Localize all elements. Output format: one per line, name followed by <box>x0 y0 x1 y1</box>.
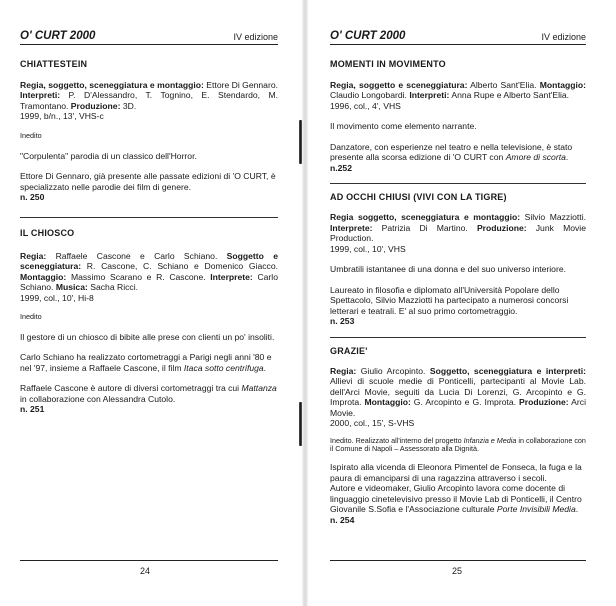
film-reference: Mattanza <box>241 383 277 394</box>
film-synopsis <box>330 462 586 483</box>
film-bio <box>20 383 278 404</box>
film-bio <box>330 483 586 514</box>
film-note <box>330 437 586 455</box>
credit-label: Regia: <box>330 365 357 376</box>
credit-label: Interprete: <box>210 271 253 282</box>
running-head <box>20 30 278 45</box>
section-divider <box>330 183 586 184</box>
film-tech-info: 1996, col., 4', VHS <box>330 100 401 111</box>
credit-value: R. Cascone, C. Schiano e Domenico Giacco. <box>81 261 278 272</box>
text-segment: "Corpulenta" parodia di un classico dell'Horror. <box>20 150 197 161</box>
credit-label: Soggetto e sceneggiatura: <box>20 250 278 272</box>
credit-label: Montaggio: <box>539 79 586 90</box>
film-title: GRAZIE' <box>330 345 368 356</box>
left-page <box>0 0 300 606</box>
credit-label: Regia, soggetto e sceneggiatura: <box>330 79 468 90</box>
film-note: Inedito <box>20 312 42 322</box>
edition-label: IV edizione <box>233 32 278 42</box>
credit-value: Alberto Sant'Elia. <box>467 79 540 90</box>
credit-label: Interpreti: <box>409 90 450 101</box>
credit-label: Soggetto, sceneggiatura e interpreti: <box>429 365 586 376</box>
text-segment: Danzatore, con esperienze nel teatro e nella televisione, è stato presente alla scorsa edizione di 'O CURT con <box>330 141 573 163</box>
film-entry-momenti-in-movimento <box>330 59 586 173</box>
film-credits <box>20 251 278 293</box>
text-segment: Ettore Di Gennaro, già presente alle passate edizioni di 'O CURT, è specializzato nelle parodie dei film di genere. <box>20 171 276 192</box>
credit-label: Montaggio: <box>20 271 67 282</box>
credit-value: P. D'Alessandro, T. Tognino, E. Stendardo, M. Tramontano. <box>20 90 278 111</box>
page-number: 24 <box>139 566 150 576</box>
film-reference: Amore di scorta <box>505 152 566 163</box>
film-title: AD OCCHI CHIUSI (VIVI CON LA TIGRE) <box>330 192 507 203</box>
film-note: Inedito <box>20 130 42 140</box>
text-segment: . <box>575 504 579 515</box>
film-synopsis <box>20 151 278 161</box>
film-entry-il-chiosco <box>20 228 278 415</box>
page-number: 25 <box>451 566 462 576</box>
credit-value: Anna Rupe e Alberto Sant'Elia. <box>449 90 570 101</box>
credit-label: Interpreti: <box>20 90 61 101</box>
film-bio <box>20 352 278 373</box>
film-bio <box>330 142 586 163</box>
festival-title: O' CURT 2000 <box>20 30 96 42</box>
credit-value: Silvio Mazziotti. <box>520 212 586 223</box>
film-credits <box>20 80 278 111</box>
project-reference: Infanzia e Media <box>463 435 517 445</box>
credit-value: Sacha Ricci. <box>87 282 138 293</box>
film-title: IL CHIOSCO <box>20 227 75 238</box>
film-synopsis <box>20 332 278 342</box>
credit-value: Raffaele Cascone e Carlo Schiano. <box>46 250 227 261</box>
footer-rule <box>20 560 278 561</box>
credit-label: Regia soggetto, sceneggiatura e montaggio: <box>330 212 521 223</box>
film-tech-info: 1999, b/n., 13', VHS-c <box>20 111 104 122</box>
film-credits <box>330 212 586 243</box>
film-bio <box>20 171 278 192</box>
film-credits <box>330 80 586 101</box>
credit-value: Carlo Schiano. <box>20 271 278 293</box>
credit-value: Arci Movie. <box>330 397 586 418</box>
film-entry-grazie <box>330 346 586 525</box>
text-segment: Laureato in filosofia e diplomato all'Università Popolare dello Spettacolo, Silvio Mazziotti ha partecipato a numerosi concorsi letterari e teatrali. E' al suo primo cortometraggio. <box>330 284 569 316</box>
edition-label: IV edizione <box>541 32 586 42</box>
text-segment: . <box>565 152 569 163</box>
text-segment: Ispirato alla vicenda di Eleonora Pimentel de Fonseca, la fuga e la paura di emanciparsi di una ragazzina attraverso i secoli. <box>330 462 582 483</box>
credit-value: 3D. <box>120 100 137 111</box>
film-tech-info: 1999, col., 10', Hi-8 <box>20 292 94 303</box>
credit-value: Patrizia Di Martino. <box>372 222 477 233</box>
section-divider <box>20 217 278 218</box>
entry-number: n.252 <box>330 162 352 173</box>
text-segment: Umbratili istantanee di una donna e del suo universo interiore. <box>330 264 566 275</box>
credit-label: Interprete: <box>330 222 373 233</box>
text-segment: Raffaele Cascone è autore di diversi cortometraggi tra cui <box>20 383 242 394</box>
film-entry-chiattestein <box>20 59 278 203</box>
entry-number: n. 250 <box>20 192 45 203</box>
credit-value: G. Arcopinto e G. Improta. <box>410 397 520 408</box>
credit-label: Regia, soggetto, sceneggiatura e montaggio: <box>20 79 204 90</box>
credit-value: Giulio Arcopinto. <box>356 365 430 376</box>
text-segment: Il movimento come elemento narrante. <box>330 121 477 132</box>
text-segment: Il gestore di un chiosco di bibite alle prese con clienti un po' insoliti. <box>20 331 275 342</box>
running-head <box>330 30 586 45</box>
credit-label: Regia: <box>20 250 47 261</box>
credit-label: Montaggio: <box>364 397 411 408</box>
text-segment: in collaborazione con Alessandra Cutolo. <box>20 393 176 404</box>
entry-number: n. 254 <box>330 514 355 525</box>
credit-label: Produzione: <box>476 222 527 233</box>
text-segment: in collaborazione con il Comune di Napoli – Assessorato alla Dignità. <box>330 435 586 454</box>
film-synopsis <box>330 121 586 131</box>
film-tech-info: 1999, col., 10', VHS <box>330 243 406 254</box>
text-segment: . <box>263 362 267 373</box>
film-reference: Itaca sotto centrifuga <box>183 362 264 373</box>
film-synopsis <box>330 264 586 274</box>
right-page <box>308 0 616 606</box>
footer-rule <box>330 560 586 561</box>
entry-number: n. 251 <box>20 404 45 415</box>
credit-value: Massimo Scarano e R. Cascone. <box>66 271 211 282</box>
entry-number: n. 253 <box>330 316 355 327</box>
credit-label: Produzione: <box>70 100 121 111</box>
credit-label: Musica: <box>55 282 88 293</box>
text-segment: Autore e videomaker, Giulio Arcopinto lavora come docente di linguaggio cinetelevisivo presso il Movie Lab di Ponticelli, il Centro Giovanile S.Sofia e l'Associazione culturale <box>330 483 582 515</box>
credit-value: Allievi di scuole medie di Ponticelli, partecipanti al Movie Lab. dell'Arci Movie, seguiti da Lucia Di Lorenzi, G. Arcopinto e G. Improta. <box>330 376 586 408</box>
text-segment: Carlo Schiano ha realizzato cortometraggi a Parigi negli anni '80 e nel '97, insieme a Raffaele Cascone, il film <box>20 352 272 373</box>
festival-title: O' CURT 2000 <box>330 30 406 42</box>
credit-value: Claudio Longobardi. <box>330 90 410 101</box>
film-bio <box>330 285 586 316</box>
film-entry-ad-occhi-chiusi <box>330 192 586 326</box>
organization-reference: Porte Invisibili Media <box>496 504 576 515</box>
film-tech-info: 2000, col., 15', S-VHS <box>330 418 415 429</box>
credit-value: Junk Movie Production. <box>330 222 586 244</box>
credit-label: Produzione: <box>519 397 569 408</box>
text-segment: Inedito. Realizzato all'interno del progetto <box>330 435 464 445</box>
film-credits <box>330 366 586 418</box>
film-title: CHIATTESTEIN <box>20 59 88 69</box>
section-divider <box>330 337 586 338</box>
film-title: MOMENTI IN MOVIMENTO <box>330 59 446 69</box>
credit-value: Ettore Di Gennaro. <box>203 79 278 90</box>
